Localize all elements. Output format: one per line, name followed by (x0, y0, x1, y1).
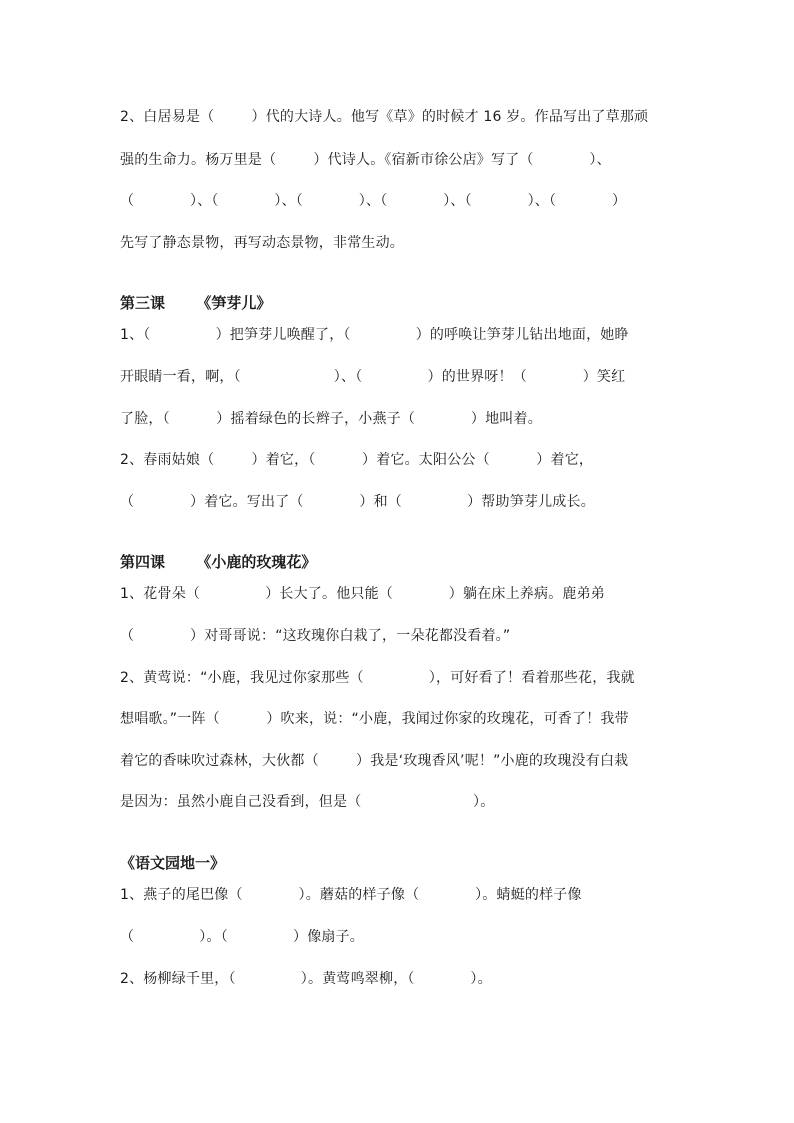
lesson2-q2-line4: 先写了静态景物，再写动态景物，非常生动。 (120, 235, 404, 251)
lesson3-q1-line1: 1、（ ）把笋芽儿唤醒了，（ ）的呼唤让笋芽儿钻出地面，她睁 (120, 327, 629, 343)
garden1-title: 《语文园地一》 (120, 854, 226, 872)
garden1-q1-line2: （ ）。（ ）像扇子。 (120, 929, 365, 945)
lesson4-q2-line3: 着它的香味吹过森林，大伙都（ ）我是‘玫瑰香风’呢！”小鹿的玫瑰没有白栽 (120, 753, 629, 769)
lesson3-q2-line1: 2、春雨姑娘（ ）着它，（ ）着它。太阳公公（ ）着它， (120, 452, 594, 468)
lesson3-q1-line2: 开眼睛一看，啊，（ ）、（ ）的世界呀！（ ）笑红 (120, 369, 626, 385)
garden1-q1-line1: 1、燕子的尾巴像（ ）。蘑菇的样子像（ ）。蜻蜓的样子像 (120, 887, 582, 903)
lesson3-title: 第三课 《笋芽儿》 (120, 294, 272, 312)
lesson3-q2-line2: （ ）着它。写出了（ ）和（ ）帮助笋芽儿成长。 (120, 494, 595, 510)
lesson4-q2-line2: 想唱歌。”一阵（ ）吹来，说：“小鹿，我闻过你家的玫瑰花，可香了！我带 (120, 711, 629, 727)
lesson4-title: 第四课 《小鹿的玫瑰花》 (120, 553, 317, 571)
lesson3-q1-line3: 了脸，（ ）摇着绿色的长辫子，小燕子（ ）地叫着。 (120, 411, 542, 427)
lesson4-q2-line1: 2、黄莺说：“小鹿，我见过你家那些（ ），可好看了！看着那些花，我就 (120, 670, 635, 686)
lesson4-q1-line2: （ ）对哥哥说：“这玫瑰你白栽了，一朵花都没看着。” (120, 628, 511, 644)
lesson4-q2-line4: 是因为：虽然小鹿自己没看到，但是（ ）。 (120, 794, 495, 810)
garden1-q2-line1: 2、杨柳绿千里，（ ）。黄莺鸣翠柳，（ ）。 (120, 971, 492, 987)
lesson2-q2-line2: 强的生命力。杨万里是（ ）代诗人。《宿新市徐公店》写了（ ）、 (120, 152, 611, 168)
lesson2-q2-line1: 2、白居易是（ ）代的大诗人。他写《草》的时候才 16 岁。作品写出了草那顽 (120, 109, 649, 125)
lesson4-q1-line1: 1、花骨朵（ ）长大了。他只能（ ）躺在床上养病。鹿弟弟 (120, 586, 606, 602)
lesson2-q2-line3: （ ）、（ ）、（ ）、（ ）、（ ）、（ ） (120, 193, 627, 209)
